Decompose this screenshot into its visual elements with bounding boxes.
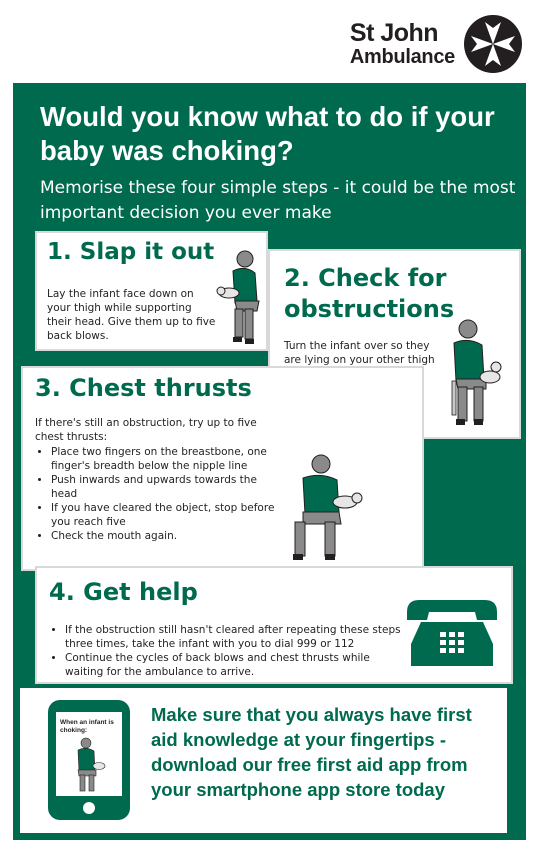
step-body: Lay the infant face down on your thigh while supporting their head. Give them up to five back blows. <box>47 288 216 342</box>
brand-name <box>350 21 455 67</box>
smartphone-icon <box>46 698 132 822</box>
list-item: • Check the mouth again. <box>51 529 281 543</box>
page-title: Would you know what to do if your baby was choking? <box>40 101 495 166</box>
brand-name-line2: Ambulance <box>349 46 455 68</box>
list-item: • If the obstruction still hasn't cleared after repeating these steps three times, take the infant with you to dial 999 or 112 <box>65 623 410 651</box>
step-title-line2: obstructions <box>284 295 455 323</box>
app-promo-card <box>20 688 507 833</box>
step-title: 3. Chest thrusts <box>35 374 252 402</box>
step-card-get-help <box>35 566 513 684</box>
step-title: 1. Slap it out <box>47 239 215 265</box>
step-body: Turn the infant over so they are lying on your other thigh <box>284 340 435 366</box>
step-card-chest-thrusts <box>21 366 424 571</box>
phone-caption-line1: When an infant is <box>60 719 114 726</box>
step-title: 4. Get help <box>49 578 198 606</box>
list-item: • If you have cleared the object, stop before you reach five <box>51 501 281 529</box>
phone-caption-line2: choking: <box>60 727 88 734</box>
brand-name-line1: St John <box>349 19 439 47</box>
step-title-line1: 2. Check for <box>284 264 447 292</box>
person-back-blows-figure <box>215 249 265 347</box>
step-card-slap <box>35 231 268 351</box>
maltese-cross-icon <box>463 14 523 74</box>
person-check-mouth-figure <box>442 317 504 431</box>
promo-text: Make sure that you always have first aid knowledge at your fingertips - download our free first aid app from your smartphone app store today <box>151 704 472 800</box>
telephone-icon <box>403 596 501 670</box>
list-item: • Place two fingers on the breastbone, one finger's breadth below the nipple line <box>51 445 281 473</box>
brand-header <box>350 14 523 74</box>
step-intro: If there's still an obstruction, try up to five chest thrusts: <box>35 417 257 443</box>
page-subtitle: Memorise these four simple steps - it could be the most important decision you ever make <box>40 178 516 223</box>
list-item: • Push inwards and upwards towards the head <box>51 473 281 501</box>
person-chest-thrusts-figure <box>285 452 365 564</box>
step-title <box>284 263 454 325</box>
step-bullet-list <box>35 445 281 543</box>
step-bullet-list <box>49 623 410 679</box>
list-item: • Continue the cycles of back blows and chest thrusts while waiting for the ambulance to arrive. <box>65 651 410 679</box>
